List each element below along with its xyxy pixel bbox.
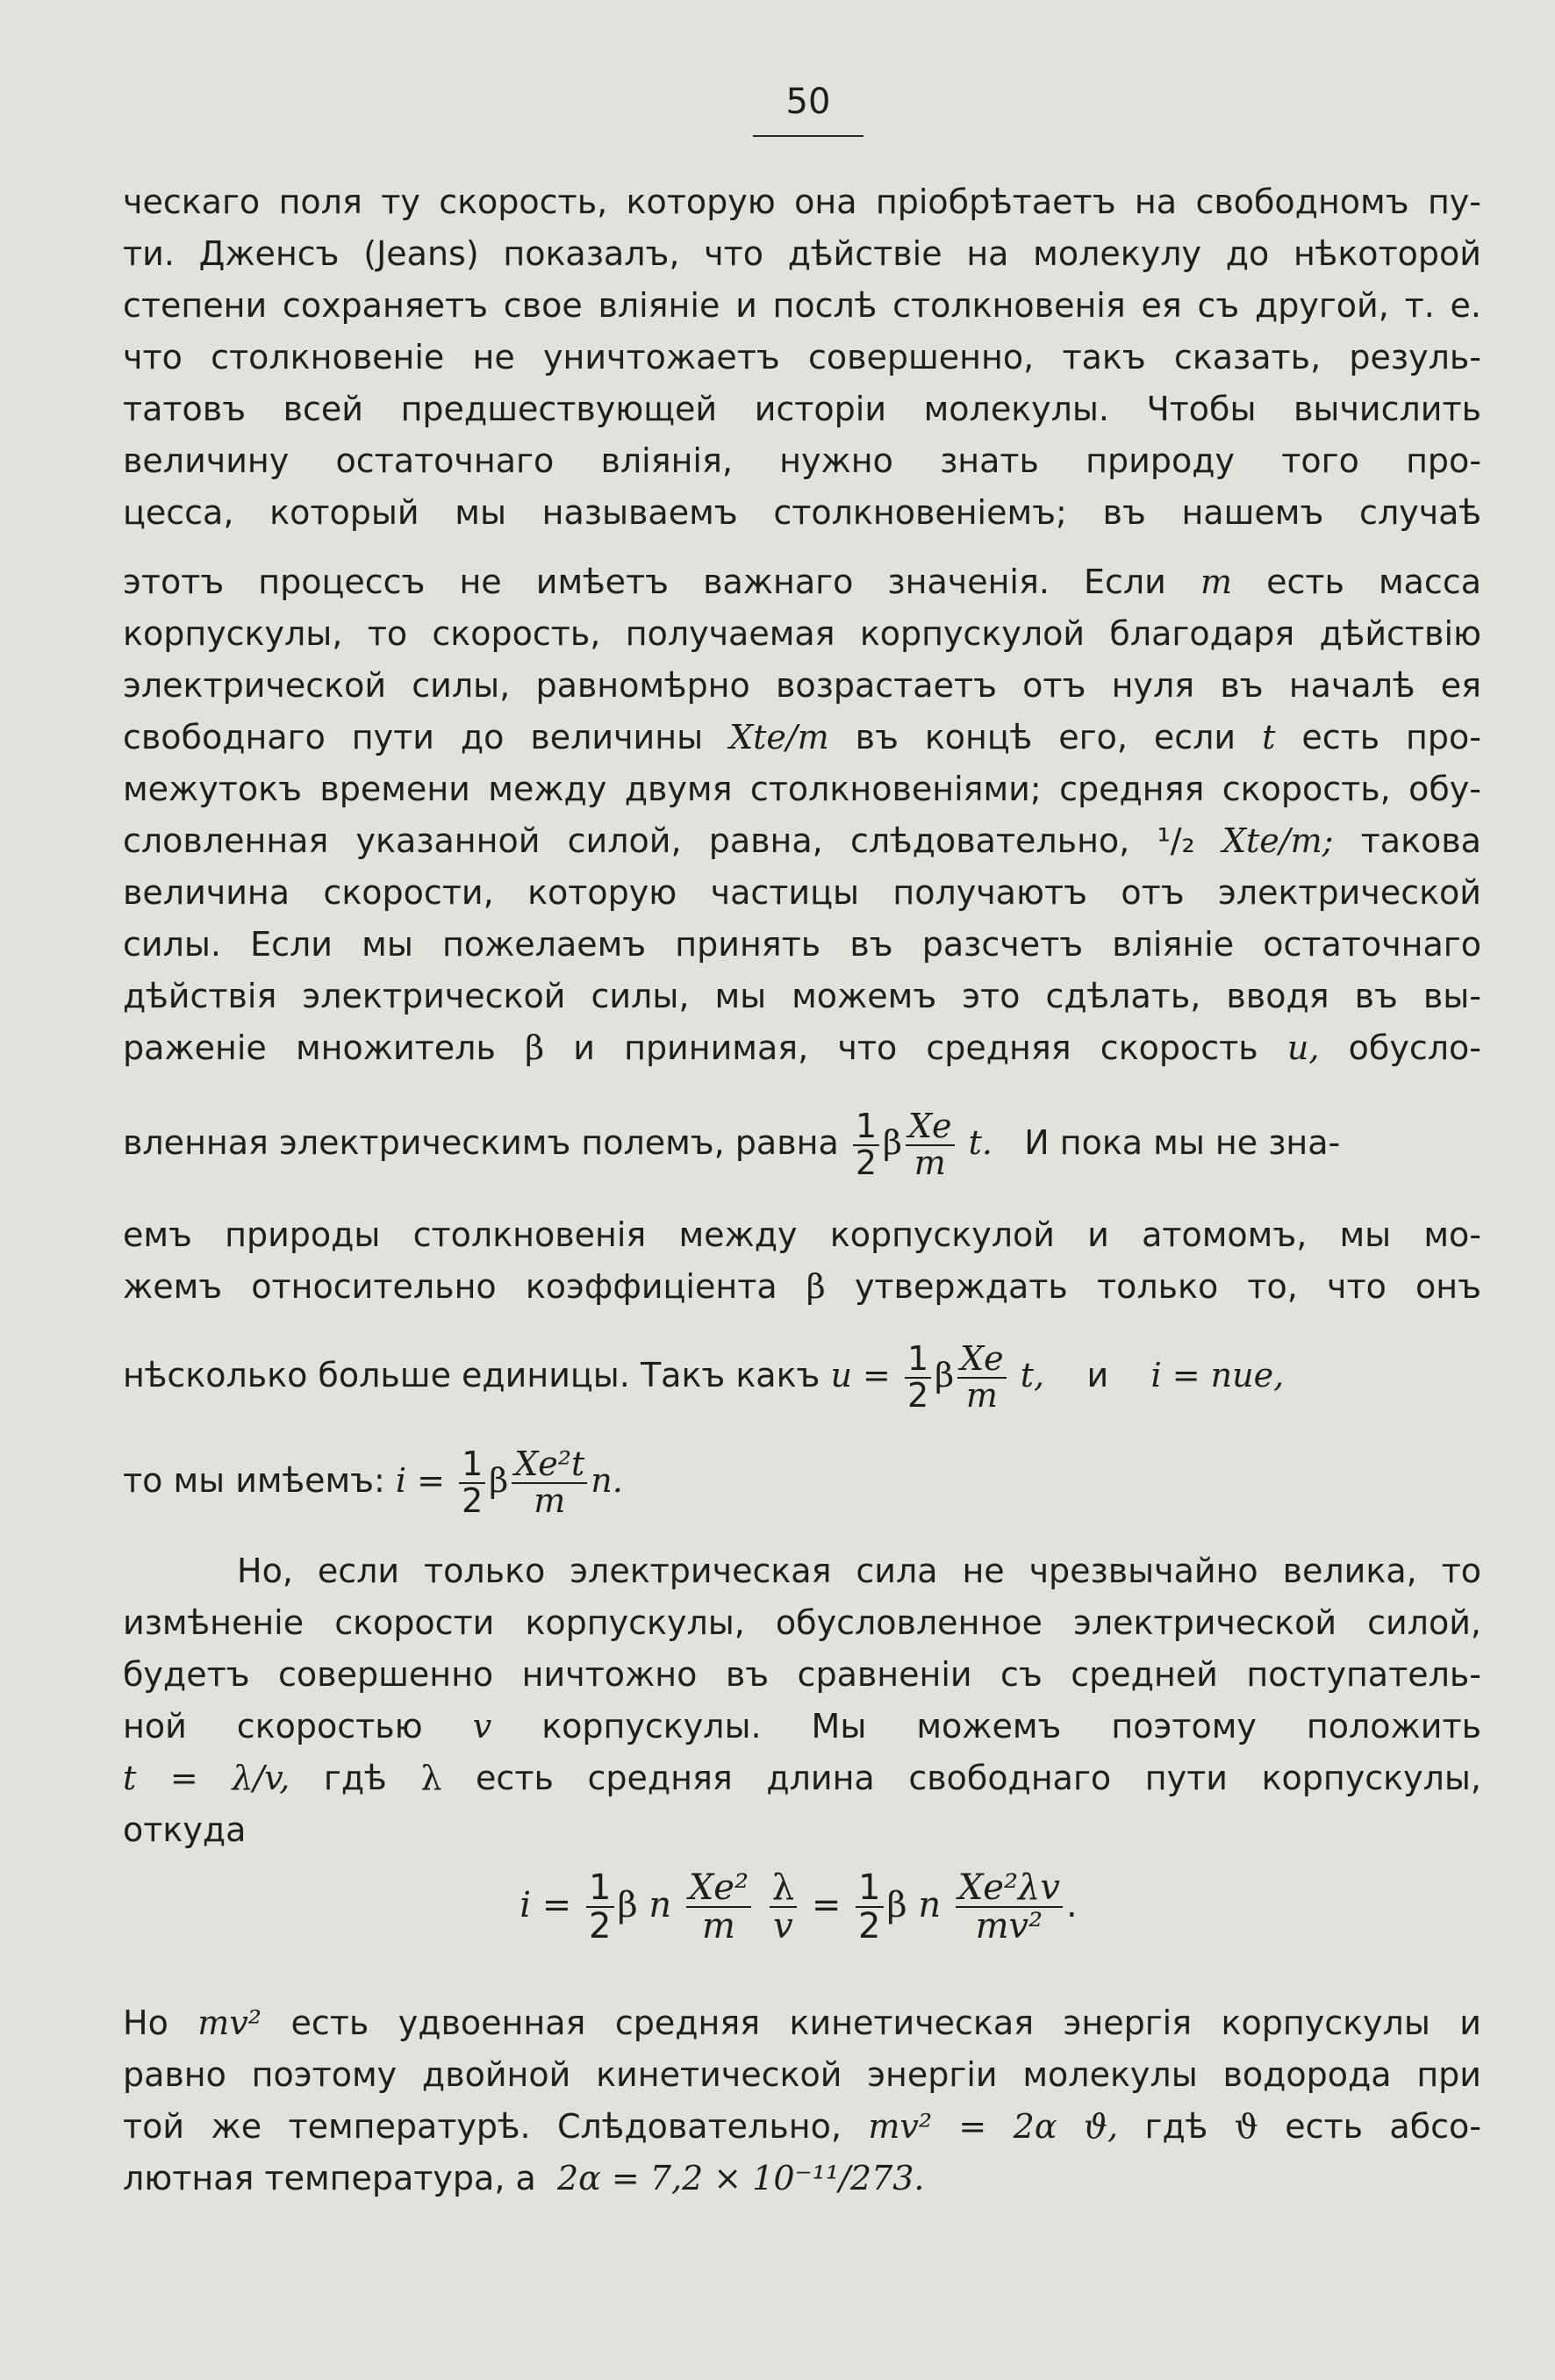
text: такова [1360,821,1481,860]
denominator: 2 [855,1143,878,1182]
denominator: 2 [589,1906,612,1946]
text: словленная указанной силой, равна, слѣдовательно, [123,821,1130,860]
text: есть про- [1301,718,1481,756]
text: корпускулы. Мы можемъ поэтому положить [541,1707,1481,1746]
denominator: mv² [975,1906,1043,1946]
numerator: Xe [906,1109,955,1146]
text: Но [123,2004,168,2042]
text-line [123,715,1481,759]
math: t. [968,1123,992,1162]
math: β [617,1885,638,1925]
math: mv² = 2α ϑ, [868,2107,1119,2146]
denominator: 2 [858,1906,881,1946]
math: 2α = 7,2 × 10⁻¹¹/273. [556,2159,925,2197]
text: и принимая, что средняя скорость [573,1029,1258,1067]
text-line: измѣненіе скорости корпускулы, обусловленное электрической силой, [123,1603,1481,1642]
page-number: 50 [785,82,831,122]
text-line: силы. Если мы пожелаемъ принять въ разсчетъ вліяніе остаточнаго [123,925,1481,964]
fraction [905,1338,931,1415]
text-line [123,1756,1481,1800]
denominator: m [534,1480,566,1520]
text: въ концѣ его, если [855,718,1236,756]
text-line: степени сохраняетъ свое вліяніе и послѣ столкновенія ея съ другой, т. е. [123,286,1481,325]
math: β [886,1885,907,1925]
text-line: Но, если только электрическая сила не чрезвычайно велика, то [237,1552,1481,1590]
text: раженіе множитель [123,1029,496,1067]
math: β [935,1356,955,1394]
text-line: откуда [123,1810,247,1849]
text: есть удвоенная средняя кинетическая энергія корпускулы и [290,2004,1481,2042]
text: и [1086,1356,1109,1394]
text: есть абсо- [1285,2107,1481,2146]
text-line [123,1338,1481,1415]
text: вленная электрическимъ полемъ, равна [123,1123,839,1162]
text-line [123,1106,1481,1182]
numerator: 1 [586,1869,613,1908]
math: i = [520,1885,572,1925]
math: t = λ/v, [123,1759,290,1797]
math: Xte/m; [1222,821,1334,860]
text: то мы имѣемъ: [123,1461,385,1500]
math: = [811,1885,842,1925]
math: . [1065,1885,1078,1925]
fraction [686,1869,751,1945]
text: ной скоростью [123,1707,423,1746]
text: есть масса [1266,563,1481,601]
text-line: корпускулы, то скорость, получаемая корпускулой благодаря дѣйствію [123,614,1481,653]
math: m [1200,563,1233,601]
math: β [883,1123,902,1162]
text: гдѣ [1144,2107,1208,2146]
math: i = [395,1461,445,1500]
numerator: 1 [853,1109,879,1146]
numerator: 1 [905,1342,931,1379]
fraction [856,1869,883,1945]
page-number-rule [753,135,863,137]
text-line: равно поэтому двойной кинетической энергіи молекулы водорода при [123,2055,1481,2094]
text-line [123,819,1481,863]
fraction [770,1869,797,1945]
denominator: m [965,1375,998,1415]
text-line: будетъ совершенно ничтожно въ сравненіи съ средней поступатель- [123,1655,1481,1694]
math: n [649,1885,672,1925]
math: t [1262,718,1276,756]
text: утверждать только то, что онъ [854,1267,1481,1306]
math: t, [1020,1356,1045,1394]
fraction [586,1869,613,1945]
text-line [123,560,1481,604]
display-equation [465,1869,1132,1957]
numerator: Xe²t [512,1447,587,1484]
text: гдѣ [323,1759,387,1797]
text: обусло- [1348,1029,1481,1067]
math: β [525,1029,545,1067]
math: n. [591,1461,623,1500]
text-line: величина скорости, которую частицы получаютъ отъ электрической [123,873,1481,912]
text-line: емъ природы столкновенія между корпускулой и атомомъ, мы мо- [123,1215,1481,1254]
text-line: величину остаточнаго вліянія, нужно знать природу того про- [123,441,1481,480]
text-line: ческаго поля ту скорость, которую она пріобрѣтаетъ на свободномъ пу- [123,183,1481,221]
numerator: λ [770,1869,797,1908]
fraction [957,1338,1007,1415]
math: λ [420,1759,442,1797]
math: Xte/m [729,718,829,756]
text-line [123,1265,1481,1308]
math: u, [1286,1029,1320,1067]
denominator: m [914,1143,946,1182]
text-line: межутокъ времени между двумя столкновеніями; средняя скорость, обу- [123,770,1481,808]
numerator: 1 [459,1447,485,1484]
denominator: 2 [462,1480,484,1520]
math: β [489,1461,509,1500]
text: лютная температура, а [123,2159,536,2197]
text-line: что столкновеніе не уничтожаетъ совершенно, такъ сказать, резуль- [123,338,1481,376]
denominator: 2 [906,1375,929,1415]
text-line [123,2104,1481,2148]
text-line: электрической силы, равномѣрно возрастаетъ отъ нуля въ началѣ ея [123,666,1481,705]
denominator: v [773,1906,793,1946]
math: β [806,1267,826,1306]
text: И пока мы не зна- [1024,1123,1341,1162]
numerator: 1 [856,1869,883,1908]
math: u = [830,1356,891,1394]
text-line: ти. Дженсъ (Jeans) показалъ, что дѣйствіе на молекулу до нѣкоторой [123,234,1481,273]
text-line: цесса, который мы называемъ столкновеніемъ; въ нашемъ случаѣ [123,493,1481,532]
math: v [472,1707,492,1746]
numerator: Xe²λv [956,1869,1063,1908]
math: n [918,1885,942,1925]
fraction [956,1869,1063,1945]
text-line: татовъ всей предшествующей исторіи молекулы. Чтобы вычислить [123,390,1481,428]
text: нѣсколько больше единицы. Такъ какъ [123,1356,820,1394]
text-line: дѣйствія электрической силы, мы можемъ это сдѣлать, вводя въ вы- [123,977,1481,1015]
text-line [123,2156,1481,2200]
numerator: Xe [957,1342,1007,1379]
text: свободнаго пути до величины [123,718,704,756]
numerator: Xe² [686,1869,751,1908]
text: той же температурѣ. Слѣдовательно, [123,2107,842,2146]
math: i = nue, [1150,1356,1285,1394]
fraction [459,1444,485,1520]
half: ¹/₂ [1157,821,1195,860]
text-line [123,1704,1481,1748]
fraction [906,1106,955,1182]
math: mv² [197,2004,262,2042]
text: жемъ относительно коэффиціента [123,1267,778,1306]
text-line [123,2001,1481,2045]
text-line [123,1444,1481,1520]
text: этотъ процессъ не имѣетъ важнаго значенія. Если [123,563,1166,601]
text: есть средняя длина свободнаго пути корпускулы, [476,1759,1481,1797]
fraction [853,1106,879,1182]
text-line [123,1026,1481,1070]
fraction [512,1444,587,1520]
math: ϑ [1234,2107,1258,2146]
denominator: m [701,1906,735,1946]
